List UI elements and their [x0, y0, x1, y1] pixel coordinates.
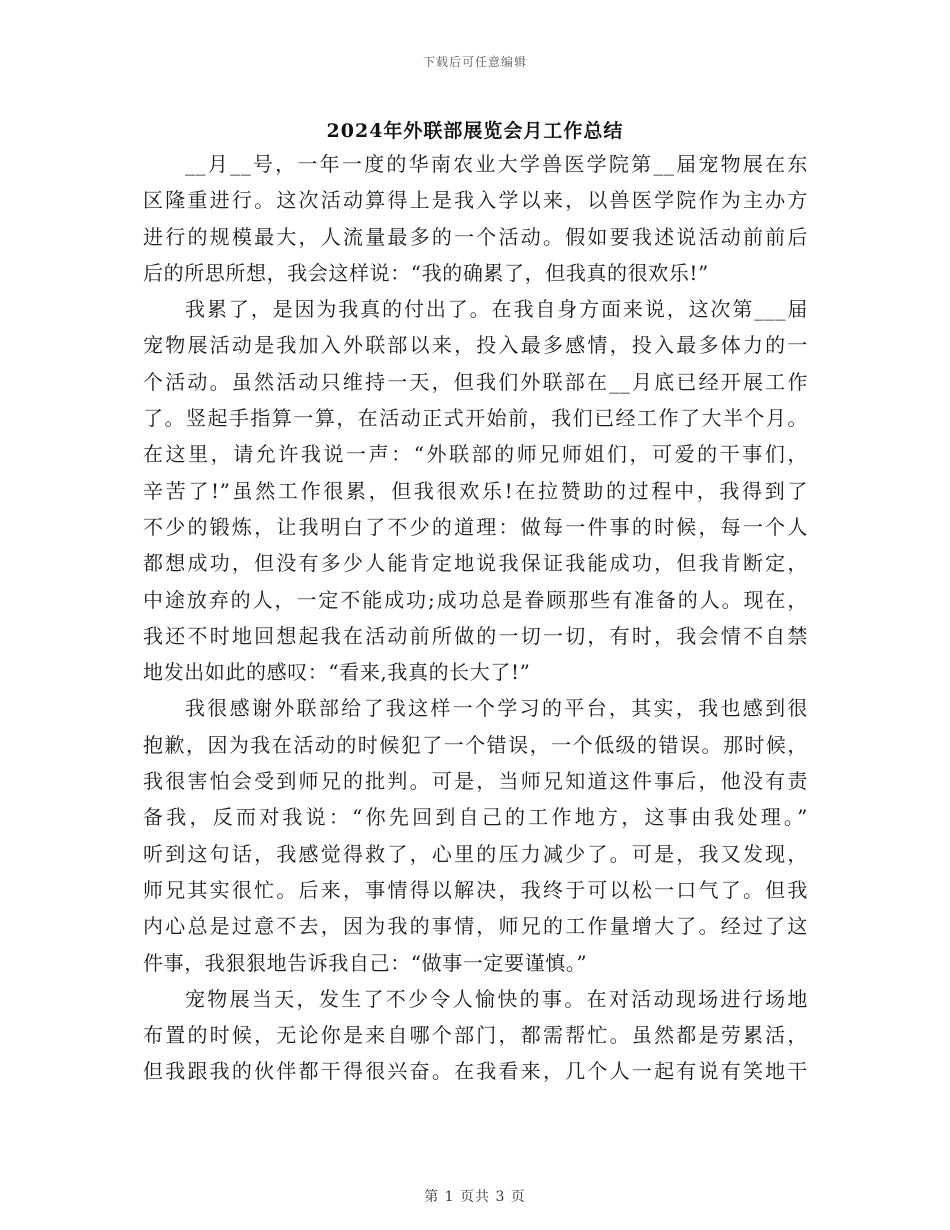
paragraph-line: 都想成功，但没有多少人能肯定地说我保证我能成功，但我肯断定，	[143, 551, 808, 576]
paragraph-line: 了。竖起手指算一算，在活动正式开始前，我们已经工作了大半个月。	[143, 406, 808, 431]
paragraph-line: 听到这句话，我感觉得救了，心里的压力减少了。可是，我又发现，	[143, 841, 808, 866]
paragraph-line: 但我跟我的伙伴都干得很兴奋。在我看来，几个人一起有说有笑地干	[143, 1059, 808, 1084]
paragraph-line: 抱歉，因为我在活动的时候犯了一个错误，一个低级的错误。那时候，	[143, 732, 808, 757]
paragraph-line: 师兄其实很忙。后来，事情得以解决，我终于可以松一口气了。但我	[143, 877, 808, 902]
paragraph-line: __月__号，一年一度的华南农业大学兽医学院第__届宠物展在东	[185, 152, 808, 176]
paragraph-line: 宠物展活动是我加入外联部以来，投入最多感情，投入最多体力的一	[143, 333, 808, 358]
paragraph-line: 我累了，是因为我真的付出了。在我自身方面来说，这次第___届	[185, 297, 808, 322]
paragraph-2	[143, 291, 808, 690]
document-body	[143, 146, 808, 1090]
paragraph-line: 不少的锻炼，让我明白了不少的道理：做每一件事的时候，每一个人	[143, 514, 808, 539]
paragraph-line: 个活动。虽然活动只维持一天，但我们外联部在__月底已经开展工作	[143, 369, 808, 394]
paragraph-line: 内心总是过意不去，因为我的事情，师兄的工作量增大了。经过了这	[143, 914, 808, 939]
paragraph-line: 我很感谢外联部给了我这样一个学习的平台，其实，我也感到很	[185, 696, 808, 721]
paragraph-line: 在这里，请允许我说一声：“外联部的师兄师姐们，可爱的干事们，	[143, 442, 808, 467]
paragraph-line: 布置的时候，无论你是来自哪个部门，都需帮忙。虽然都是劳累活，	[143, 1023, 808, 1048]
paragraph-1	[143, 146, 808, 291]
paragraph-line: 进行的规模最大，人流量最多的一个活动。假如要我述说活动前前后	[143, 224, 808, 249]
paragraph-line: 宠物展当天，发生了不少令人愉快的事。在对活动现场进行场地	[185, 986, 808, 1011]
paragraph-line: 我还不时地回想起我在活动前所做的一切一切，有时，我会情不自禁	[143, 623, 808, 648]
paragraph-line: 件事，我狠狠地告诉我自己：“做事一定要谨慎。”	[143, 950, 588, 975]
paragraph-line: 辛苦了!”虽然工作很累，但我很欢乐!在拉赞助的过程中，我得到了	[143, 478, 808, 503]
header-note: 下载后可任意编辑	[422, 55, 527, 69]
paragraph-4	[143, 981, 808, 1090]
document-title: 2024年外联部展览会月工作总结	[326, 120, 624, 142]
paragraph-line: 我很害怕会受到师兄的批判。可是，当师兄知道这件事后，他没有责	[143, 769, 808, 794]
paragraph-line: 备我，反而对我说：“你先回到自己的工作地方，这事由我处理。”	[143, 805, 808, 830]
paragraph-line: 后的所思所想，我会这样说：“我的确累了，但我真的很欢乐!”	[143, 260, 709, 285]
paragraph-line: 地发出如此的感叹：“看来,我真的长大了!”	[143, 660, 531, 685]
paragraph-line: 区隆重进行。这次活动算得上是我入学以来，以兽医学院作为主办方	[143, 188, 808, 213]
paragraph-3	[143, 690, 808, 980]
page-number: 第 1 页共 3 页	[424, 1189, 526, 1205]
paragraph-line: 中途放弃的人，一定不能成功;成功总是眷顾那些有准备的人。现在，	[143, 587, 808, 612]
